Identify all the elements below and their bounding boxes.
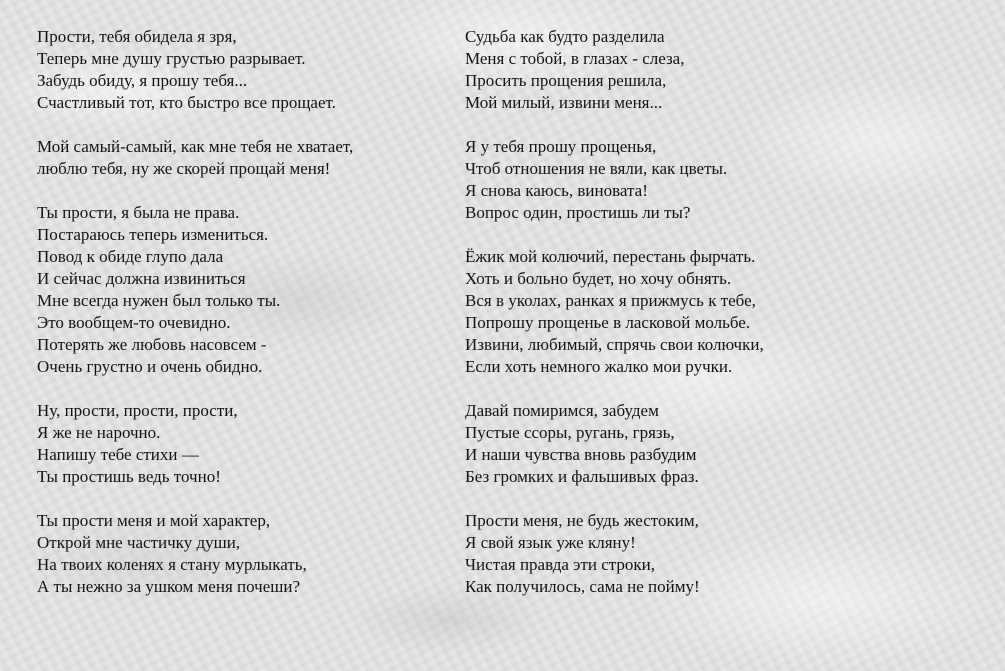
- poem-line: Ёжик мой колючий, перестань фырчать.: [465, 247, 756, 266]
- poem-line: Ну, прости, прости, прости,: [37, 401, 238, 420]
- poem-line: Потерять же любовь насовсем -: [37, 335, 267, 354]
- poem-line: Хоть и больно будет, но хочу обнять.: [465, 269, 732, 288]
- poem-line: И наши чувства вновь разбудим: [465, 445, 697, 464]
- poem-line: Открой мне частичку души,: [37, 533, 241, 552]
- poem-line: Это вообщем-то очевидно.: [37, 313, 231, 332]
- poem-line: Извини, любимый, спрячь свои колючки,: [465, 335, 764, 354]
- poem-line: Без громких и фальшивых фраз.: [465, 467, 699, 486]
- poem-column-left: [37, 26, 447, 620]
- stanza: [37, 510, 447, 598]
- poem-line: Прости, тебя обидела я зря,: [37, 27, 237, 46]
- poem-line: Ты прости меня и мой характер,: [37, 511, 271, 530]
- poem-line: Как получилось, сама не пойму!: [465, 577, 700, 596]
- poem-line: Чистая правда эти строки,: [465, 555, 655, 574]
- stanza: [37, 202, 447, 378]
- poem-line: Мой милый, извини меня...: [465, 93, 663, 112]
- poem-line: Давай помиримся, забудем: [465, 401, 659, 420]
- poem-line: И сейчас должна извиниться: [37, 269, 246, 288]
- poem-line: люблю тебя, ну же скорей прощай меня!: [37, 159, 331, 178]
- poem-line: Я у тебя прошу прощенья,: [465, 137, 657, 156]
- poem-line: Ты простишь ведь точно!: [37, 467, 221, 486]
- stanza: [465, 26, 885, 114]
- poem-line: Вопрос один, простишь ли ты?: [465, 203, 691, 222]
- poem-line: А ты нежно за ушком меня почеши?: [37, 577, 301, 596]
- poem-line: Мой самый-самый, как мне тебя не хватает,: [37, 137, 354, 156]
- poem-line: Мне всегда нужен был только ты.: [37, 291, 281, 310]
- poem-line: Вся в уколах, ранках я прижмусь к тебе,: [465, 291, 756, 310]
- poem-line: Ты прости, я была не права.: [37, 203, 240, 222]
- poem-line: Счастливый тот, кто быстро все прощает.: [37, 93, 336, 112]
- stanza: [465, 400, 885, 488]
- poem-line: Я свой язык уже кляну!: [465, 533, 636, 552]
- stanza: [465, 510, 885, 598]
- poem-line: Забудь обиду, я прошу тебя...: [37, 71, 248, 90]
- poem-line: Просить прощения решила,: [465, 71, 667, 90]
- poem-column-right: [465, 26, 885, 620]
- poem-line: Очень грустно и очень обидно.: [37, 357, 263, 376]
- stanza: [37, 400, 447, 488]
- poem-line: На твоих коленях я стану мурлыкать,: [37, 555, 307, 574]
- poem-line: Прости меня, не будь жестоким,: [465, 511, 699, 530]
- poem-line: Я снова каюсь, виновата!: [465, 181, 648, 200]
- poem-line: Меня с тобой, в глазах - слеза,: [465, 49, 685, 68]
- poem-line: Судьба как будто разделила: [465, 27, 665, 46]
- stanza: [37, 136, 447, 180]
- poem-line: Повод к обиде глупо дала: [37, 247, 224, 266]
- poem-line: Пустые ссоры, ругань, грязь,: [465, 423, 675, 442]
- poem-line: Я же не нарочно.: [37, 423, 161, 442]
- stanza: [465, 136, 885, 224]
- poem-line: Напишу тебе стихи —: [37, 445, 199, 464]
- poem-line: Постараюсь теперь измениться.: [37, 225, 269, 244]
- stanza: [37, 26, 447, 114]
- stanza: [465, 246, 885, 378]
- poem-line: Если хоть немного жалко мои ручки.: [465, 357, 733, 376]
- poem-line: Чтоб отношения не вяли, как цветы.: [465, 159, 728, 178]
- poem-line: Теперь мне душу грустью разрывает.: [37, 49, 306, 68]
- poem-line: Попрошу прощенье в ласковой мольбе.: [465, 313, 751, 332]
